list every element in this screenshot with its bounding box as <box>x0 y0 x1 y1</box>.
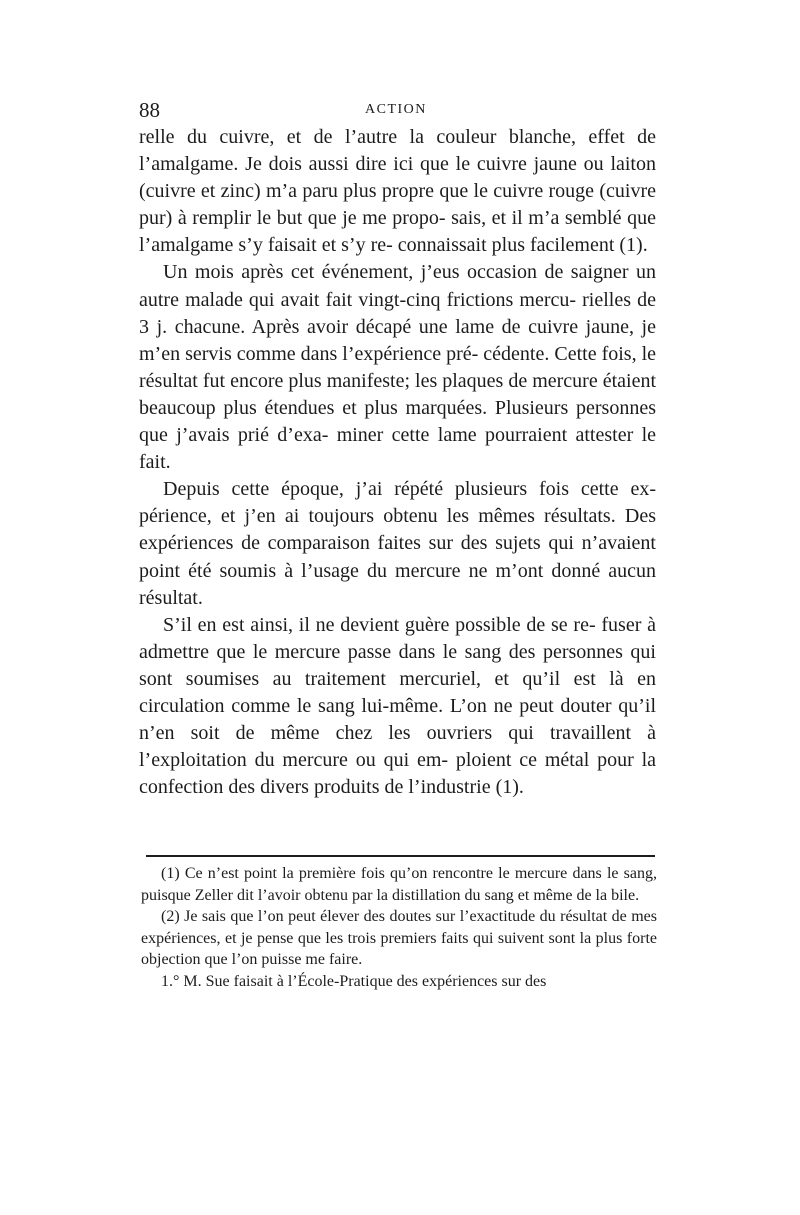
footnotes <box>141 863 657 992</box>
footnote-divider <box>146 855 655 857</box>
page-number: 88 <box>139 98 160 122</box>
footnote: (1) Ce n’est point la première fois qu’on rencontre le mercure dans le sang, puisque Zeller dit l’avoir obtenu par la distillation du sang et même de la bile. <box>141 865 657 904</box>
paragraph: Un mois après cet événement, j’eus occasion de saigner un autre malade qui avait fait vingt-cinq frictions mercu- rielles de 3 j. chacune. Après avoir décapé une lame de cuivre jaune, je m’en servis comme dans l’expérience pré- cédente. Cette fois, le résultat fut encore plus manifeste; les plaques de mercure étaient beaucoup plus étendues et plus marquées. Plusieurs personnes que j’avais prié d’exa- miner cette lame pourraient attester le fait. <box>139 261 657 474</box>
paragraph: Depuis cette époque, j’ai répété plusieurs fois cette ex- périence, et j’en ai toujours obtenu les mêmes résultats. Des expériences de comparaison faites sur des sujets qui n’avaient point été soumis à l’usage du mercure ne m’ont donné aucun résultat. <box>139 478 656 609</box>
footnote: 1.° M. Sue faisait à l’École-Pratique des expériences sur des <box>161 972 547 990</box>
footnote: (2) Je sais que l’on peut élever des doutes sur l’exactitude du résultat de mes expériences, et je pense que les trois premiers faits qui suivent sont la plus forte objection que l’on puisse me faire. <box>141 908 657 968</box>
paragraph-continued: relle du cuivre, et de l’autre la couleur blanche, effet de l’amalgame. Je dois aussi dire ici que le cuivre jaune ou laiton (cuivre et zinc) m’a paru plus propre que le cuivre rouge (cuivre pur) à remplir le but que je me propo- sais, et il m’a semblé que l’amalgame s’y faisait et s’y re- connaissait plus facilement (1). <box>139 126 656 257</box>
paragraph: S’il en est ainsi, il ne devient guère possible de se re- fuser à admettre que le mercure passe dans le sang des personnes qui sont soumises au traitement mercuriel, et qu’il est là en circulation comme le sang lui-même. L’on ne peut douter qu’il n’en soit de même chez les ouvriers qui travaillent à l’exploitation du mercure ou qui em- ploient ce métal pour la confection des divers produits de l’industrie (1). <box>139 613 656 799</box>
running-title: ACTION <box>365 102 427 117</box>
body-text <box>139 124 656 801</box>
running-head <box>139 98 662 122</box>
